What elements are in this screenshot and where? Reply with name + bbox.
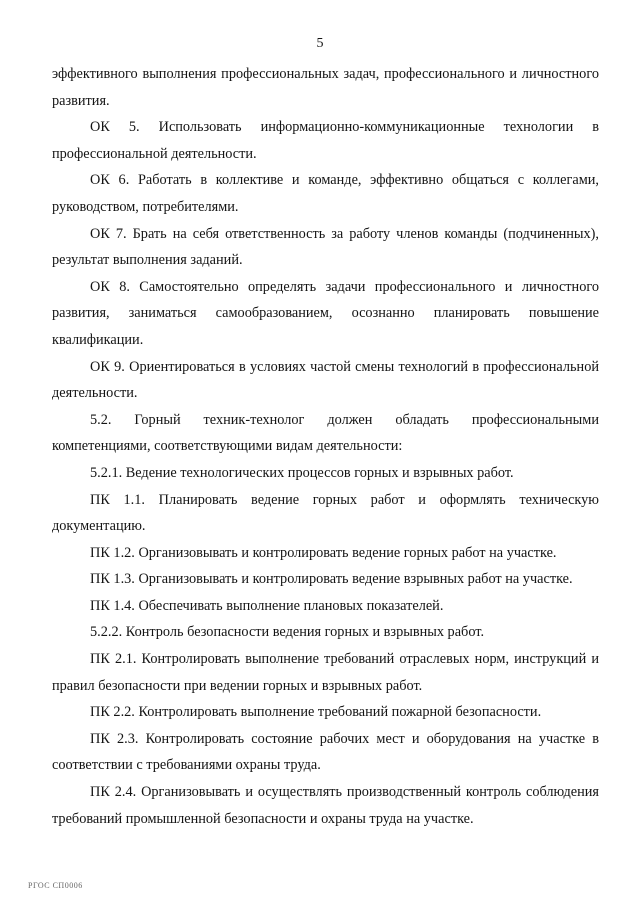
paragraph: эффективного выполнения профессиональных задач, профессионального и личностного развития. [52,66,599,109]
paragraph: ОК 9. Ориентироваться в условиях частой смены технологий в профессиональной деятельности. [52,358,599,402]
paragraph: ОК 7. Брать на себя ответственность за работу членов команды (подчиненных), результат выполнения заданий. [52,225,599,269]
paragraph: ОК 6. Работать в коллективе и команде, эффективно общаться с коллегами, руководством, потребителями. [52,172,599,215]
paragraph: ПК 1.2. Организовывать и контролировать ведение горных работ на участке. [90,544,557,561]
paragraph: 5.2.1. Ведение технологических процессов горных и взрывных работ. [90,464,514,481]
paragraph: ПК 1.4. Обеспечивать выполнение плановых показателей. [90,597,444,614]
paragraph: ОК 5. Использовать информационно-коммуникационные технологии в профессиональной деятельности. [52,119,599,162]
paragraph: 5.2. Горный техник-технолог должен обладать профессиональными компетенциями, соответствующими видам деятельности: [52,411,599,455]
paragraph: ПК 2.4. Организовывать и осуществлять производственный контроль соблюдения требований промышленной безопасности и охраны труда на участке. [52,784,599,827]
footer-code: РГОС СП0006 [28,881,83,890]
page-number: 5 [316,36,324,51]
paragraph: ПК 2.2. Контролировать выполнение требований пожарной безопасности. [90,704,542,721]
paragraph: ПК 1.1. Планировать ведение горных работ и оформлять техническую документацию. [52,491,599,535]
paragraph: ПК 1.3. Организовывать и контролировать ведение взрывных работ на участке. [90,571,573,588]
paragraph: 5.2.2. Контроль безопасности ведения горных и взрывных работ. [90,624,485,641]
document-body [52,61,599,832]
paragraph: ПК 2.3. Контролировать состояние рабочих мест и оборудования на участке в соответствии с требованиями охраны труда. [52,730,599,774]
paragraph: ОК 8. Самостоятельно определять задачи профессионального и личностного развития, заниматься самообразованием, осознанно планировать повышение квалификации. [52,278,599,348]
paragraph: ПК 2.1. Контролировать выполнение требований отраслевых норм, инструкций и правил безопасности при ведении горных и взрывных работ. [52,651,599,694]
